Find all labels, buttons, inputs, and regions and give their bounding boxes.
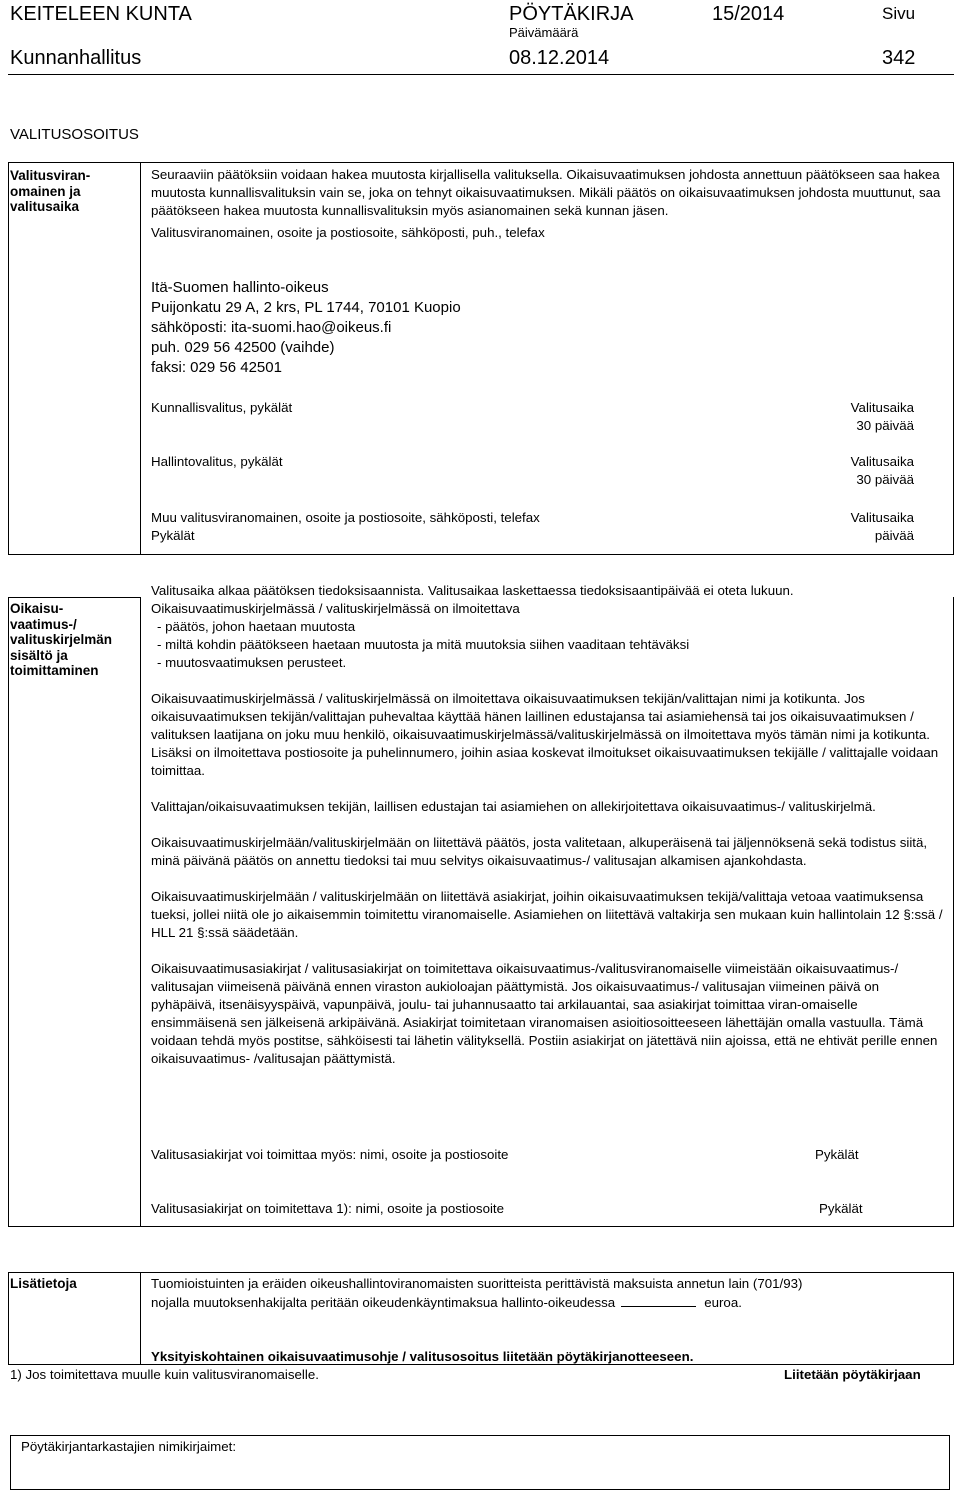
paragraph-attachments: Oikaisuvaatimuskirjelmään/valituskirjelmään on liitettävä päätös, josta valitetaan, alkuperäisenä tai jäljennöksenä sekä todistus siitä, minä päivänä päätös on annettu tiedoksi tai muu selvitys oikaisuvaatimus-/ valitusajan alkamisen ajankohdasta. bbox=[151, 835, 928, 868]
header-rule bbox=[8, 74, 954, 75]
section1-content bbox=[151, 166, 946, 242]
section3-left-border bbox=[8, 1272, 9, 1365]
page-number: 342 bbox=[882, 47, 916, 69]
appeal-row-administrative-period: Valitusaika 30 päivää bbox=[850, 454, 914, 487]
fee-amount-blank bbox=[621, 1293, 696, 1307]
section1-top-border bbox=[8, 162, 954, 163]
section2-side-label: Oikaisu- vaatimus-/ valituskirjelmän sisältö ja toimittaminen bbox=[10, 601, 113, 678]
document-type: PÖYTÄKIRJA bbox=[509, 3, 634, 25]
delivery-row-optional: Valitusasiakirjat voi toimittaa myös: nimi, osoite ja postiosoite bbox=[151, 1147, 509, 1162]
section2-divider bbox=[140, 597, 141, 1227]
signature-box-label: Pöytäkirjantarkastajien nimikirjaimet: bbox=[21, 1439, 237, 1454]
appeal-row-other: Muu valitusviranomainen, osoite ja postiosoite, sähköposti, telefax Pykälät bbox=[151, 510, 540, 543]
section3-top-border bbox=[8, 1272, 954, 1273]
municipality-name: KEITELEEN KUNTA bbox=[10, 3, 192, 25]
section2-content bbox=[151, 582, 946, 1068]
appeal-row-municipal: Kunnallisvalitus, pykälät bbox=[151, 400, 293, 415]
section2-side-top-border bbox=[8, 597, 140, 598]
list-item: - muutosvaatimuksen perusteet. bbox=[157, 655, 347, 670]
board-name: Kunnanhallitus bbox=[10, 47, 142, 69]
delivery-row-required: Valitusasiakirjat on toimitettava 1): nimi, osoite ja postiosoite bbox=[151, 1201, 505, 1216]
contents-list bbox=[151, 618, 946, 672]
section-title: VALITUSOSOITUS bbox=[10, 126, 139, 143]
appeal-period-note: Valitusaika alkaa päätöksen tiedoksisaannista. Valitusaikaa laskettaessa tiedoksisaantipäivää ei oteta lukuun. bbox=[151, 583, 794, 598]
appeal-intro-paragraph: Seuraaviin päätöksiin voidaan hakea muutosta kirjallisella valituksella. Oikaisuvaatimuksen johdosta annettuun päätökseen saa hakea muutosta kunnallisvalituksin vain se, joka on tehnyt oikaisuvaatimuksen. Mikäli päätös on oikaisuvaatimuksen johdosta muuttunut, saa päätökseen hakea muutosta kunnallisvalituksin myös asianomainen sekä kunnan jäsen. bbox=[151, 167, 941, 218]
list-item: - päätös, johon haetaan muutosta bbox=[157, 619, 356, 634]
section3-right-border bbox=[953, 1272, 954, 1365]
section1-left-border bbox=[8, 162, 9, 555]
section1-side-label: Valitusviran- omainen ja valitusaika bbox=[10, 168, 91, 214]
appeal-row-administrative: Hallintovalitus, pykälät bbox=[151, 454, 283, 469]
attached-to-minutes-note: Liitetään pöytäkirjaan bbox=[784, 1367, 921, 1382]
appeal-row-municipal-period: Valitusaika 30 päivää bbox=[850, 400, 914, 433]
section2-left-border bbox=[8, 597, 9, 1227]
meeting-date: 08.12.2014 bbox=[509, 47, 610, 69]
footnote-text: 1) Jos toimitettava muulle kuin valitusviranomaiselle. bbox=[10, 1367, 319, 1382]
section3-divider bbox=[140, 1272, 141, 1365]
authority-label: Valitusviranomainen, osoite ja postiosoite, sähköposti, puh., telefax bbox=[151, 225, 545, 240]
fees-note: Tuomioistuinten ja eräiden oikeushallintoviranomaisten suoritteista perittävistä maksuista annetun lain (701/93) nojalla muutoksenhakijalta peritään oikeudenkäyntimaksua hallinto-oikeudessa euroa. bbox=[151, 1276, 803, 1310]
section1-divider bbox=[140, 162, 141, 555]
section2-bottom-border bbox=[8, 1226, 954, 1227]
page-label: Sivu bbox=[882, 4, 916, 23]
delivery-row-required-sections: Pykälät bbox=[819, 1201, 863, 1216]
list-item: - miltä kohdin päätökseen haetaan muutosta ja mitä muutoksia siihen vaaditaan tehtäväksi bbox=[157, 637, 690, 652]
document-number: 15/2014 bbox=[712, 3, 785, 25]
section1-bottom-border bbox=[8, 554, 954, 555]
paragraph-identity: Oikaisuvaatimuskirjelmässä / valituskirjelmässä on ilmoitettava oikaisuvaatimuksen tekijän/valittajan nimi ja kotikunta. Jos oikaisuvaatimuksen tekijän/valittajan puhevaltaa käyttää hänen laillinen edustajansa tai asiamiehensä tai jos oikaisuvaatimuksen / valituksen laatijana on joku muu henkilö, oikaisuvaatimuskirjelmässä/valituskirjelmässä on ilmoitettava myös tämän nimi ja kotikunta. Lisäksi on ilmoitettava postiosoite ja puhelinnumero, joihin asiaa koskevat ilmoitukset oikaisuvaatimuksen tekijälle / valittajalle voidaan toimittaa. bbox=[151, 691, 939, 778]
contents-heading: Oikaisuvaatimuskirjelmässä / valituskirjelmässä on ilmoitettava bbox=[151, 601, 520, 616]
section1-right-border bbox=[953, 162, 954, 555]
section2-right-border bbox=[953, 597, 954, 1227]
detailed-instructions-note: Yksityiskohtainen oikaisuvaatimusohje / valitusosoitus liitetään pöytäkirjanotteeseen. bbox=[151, 1349, 694, 1364]
section3-side-label: Lisätietoja bbox=[10, 1276, 77, 1291]
delivery-row-optional-sections: Pykälät bbox=[815, 1147, 859, 1162]
paragraph-documents: Oikaisuvaatimuskirjelmään / valituskirjelmään on liitettävä asiakirjat, joihin oikaisuvaatimuksen tekijä/valittaja vetoaa vaatimuksensa tueksi, jollei niitä ole jo aikaisemmin toimitettu viranomaiselle. Asiamiehen on liitettävä valtakirja sen mukaan kuin hallintolain 12 §:ssä / HLL 21 §:ssä säädetään. bbox=[151, 889, 943, 940]
authority-address: Itä-Suomen hallinto-oikeus Puijonkatu 29 A, 2 krs, PL 1744, 70101 Kuopio sähköposti: ita-suomi.hao@oikeus.fi puh. 029 56 42500 (vaihde) faksi: 029 56 42501 bbox=[151, 279, 461, 376]
appeal-row-other-period: Valitusaika päivää bbox=[850, 510, 914, 543]
date-label: Päivämäärä bbox=[509, 25, 579, 40]
signature-box bbox=[10, 1435, 950, 1490]
paragraph-signature: Valittajan/oikaisuvaatimuksen tekijän, laillisen edustajan tai asiamiehen on allekirjoitettava oikaisuvaatimus-/ valituskirjelmä. bbox=[151, 799, 876, 814]
paragraph-delivery: Oikaisuvaatimusasiakirjat / valitusasiakirjat on toimitettava oikaisuvaatimus-/valitusviranomaiselle viimeistään oikaisuvaatimus-/ valitusajan viimeisenä päivänä ennen viraston aukioloajan päättymistä. Jos oikaisuvaatimus-/ valitusajan viimeinen päivä on pyhäpäivä, itsenäisyyspäivä, vapunpäivä, joulu- tai juhannusaatto tai arkilauantai, saa asiakirjat toimittaa viran-omaiselle ensimmäisenä sen jälkeisenä arkipäivänä. Asiakirjat toimitetaan viranomaisen asioitiosoitteeseen lähettäjän omalla vastuulla. Tämä voidaan tehdä myös postitse, sähköisesti tai lähetin välityksellä. Postiin asiakirjat on jätettävä niin ajoissa, että ne ehtivät perille ennen oikaisuvaatimus- /valitusajan päättymistä. bbox=[151, 961, 938, 1066]
